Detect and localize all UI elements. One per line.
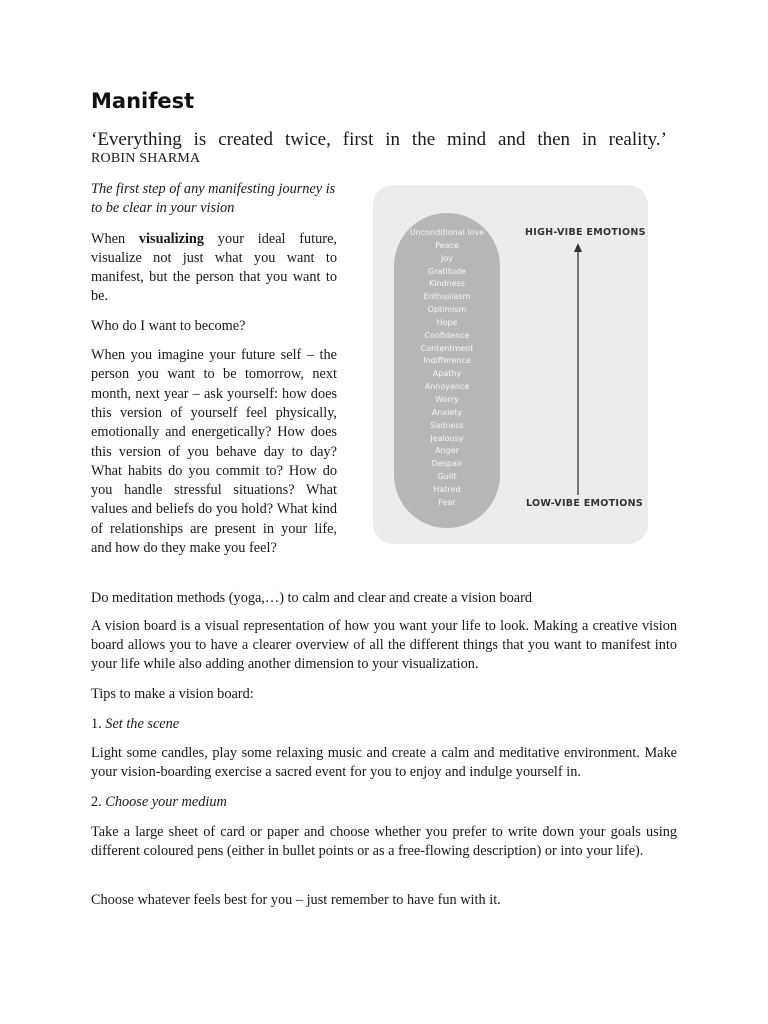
emotion-item: Optimism <box>427 305 467 315</box>
visualizing-text-end: your ideal future, visualize not just what you want to manifest, but the person that you want to be. <box>91 230 337 305</box>
tip-1-number: 1. <box>91 716 106 732</box>
emotion-item: Anxiety <box>431 407 463 417</box>
visualizing-bold: visualizing <box>138 230 205 247</box>
tip-1-text: Light some candles, play some relaxing music and create a calm and meditative environment. Make your vision-boarding exercise a sacred event for you to enjoy and indulge yourself in. <box>91 745 677 780</box>
emotion-item: Guilt <box>437 472 457 482</box>
section-subtitle: The first step of any manifesting journey is to be clear in your vision <box>91 181 336 217</box>
emotion-item: Indifference <box>423 356 471 366</box>
emotion-item: Apathy <box>432 369 462 379</box>
question-paragraph: Who do I want to become? <box>91 317 246 334</box>
emotion-item: Gratitude <box>428 266 466 276</box>
tip-1-heading <box>91 715 677 734</box>
emotion-item: Hope <box>436 317 458 327</box>
emotion-pill <box>394 213 500 528</box>
emotion-item: Annoyance <box>424 382 470 392</box>
emotion-item: Peace <box>435 240 459 250</box>
emotion-item: Sadness <box>430 420 464 430</box>
left-column <box>91 180 337 568</box>
emotion-item: Unconditional love <box>409 228 485 237</box>
future-self-paragraph: When you imagine your future self – the person you want to be tomorrow, next month, next year – ask yourself: how does this version of yourself feel physically, emotionally and energetically? How does this version of you behave day to day? What habits do you commit to? How do you handle stressful situations? What values and beliefs do you hold? What kind of relationships are present in your life, and how do they make you feel? <box>91 347 337 557</box>
emotion-item: Jealousy <box>430 433 464 443</box>
tip-2-text: Take a large sheet of card or paper and choose whether you prefer to write down your goals using different coloured pens (either in bullet points or as a free-flowing description) or into your life). <box>91 824 677 859</box>
closing-paragraph: Choose whatever feels best for you – just remember to have fun with it. <box>91 892 501 908</box>
low-vibe-label: LOW-VIBE EMOTIONS <box>526 498 644 509</box>
page-title: Manifest <box>91 89 195 113</box>
tip-2-title: Choose your medium <box>105 794 227 810</box>
visualizing-paragraph <box>91 230 337 307</box>
tip-1-title: Set the scene <box>105 716 180 732</box>
visualizing-text-start: When <box>91 230 139 247</box>
emotion-item: Contentment <box>420 343 474 353</box>
emotion-list <box>394 227 500 510</box>
tip-2-heading <box>91 793 677 812</box>
meditation-paragraph: Do meditation methods (yoga,…) to calm and clear and create a vision board <box>91 590 533 606</box>
emotion-item: Fear <box>438 497 456 507</box>
emotion-item: Kindness <box>429 279 465 289</box>
high-vibe-label: HIGH-VIBE EMOTIONS <box>525 227 646 238</box>
quote: ‘Everything is created twice, first in the mind and then in reality.’ <box>91 129 667 150</box>
emotion-item: Anger <box>435 446 459 456</box>
emotion-item: Despair <box>431 459 463 469</box>
quote-author: ROBIN SHARMA <box>91 151 201 166</box>
emotion-item: Joy <box>441 253 453 263</box>
emotion-scale-figure <box>373 185 648 544</box>
tips-heading: Tips to make a vision board: <box>91 686 254 702</box>
emotion-item: Enthusiasm <box>423 292 471 302</box>
tip-2-number: 2. <box>91 794 106 810</box>
emotion-item: Worry <box>435 394 459 404</box>
emotion-item: Confidence <box>424 330 470 340</box>
arrow-up-icon <box>571 243 585 495</box>
emotion-item: Hatred <box>433 484 461 494</box>
vision-board-paragraph: A vision board is a visual representation of how you want your life to look. Making a creative vision board allows you to have a clearer overview of all the different things that you want to manifest into your life while also adding another dimension to your visualization. <box>91 618 677 672</box>
